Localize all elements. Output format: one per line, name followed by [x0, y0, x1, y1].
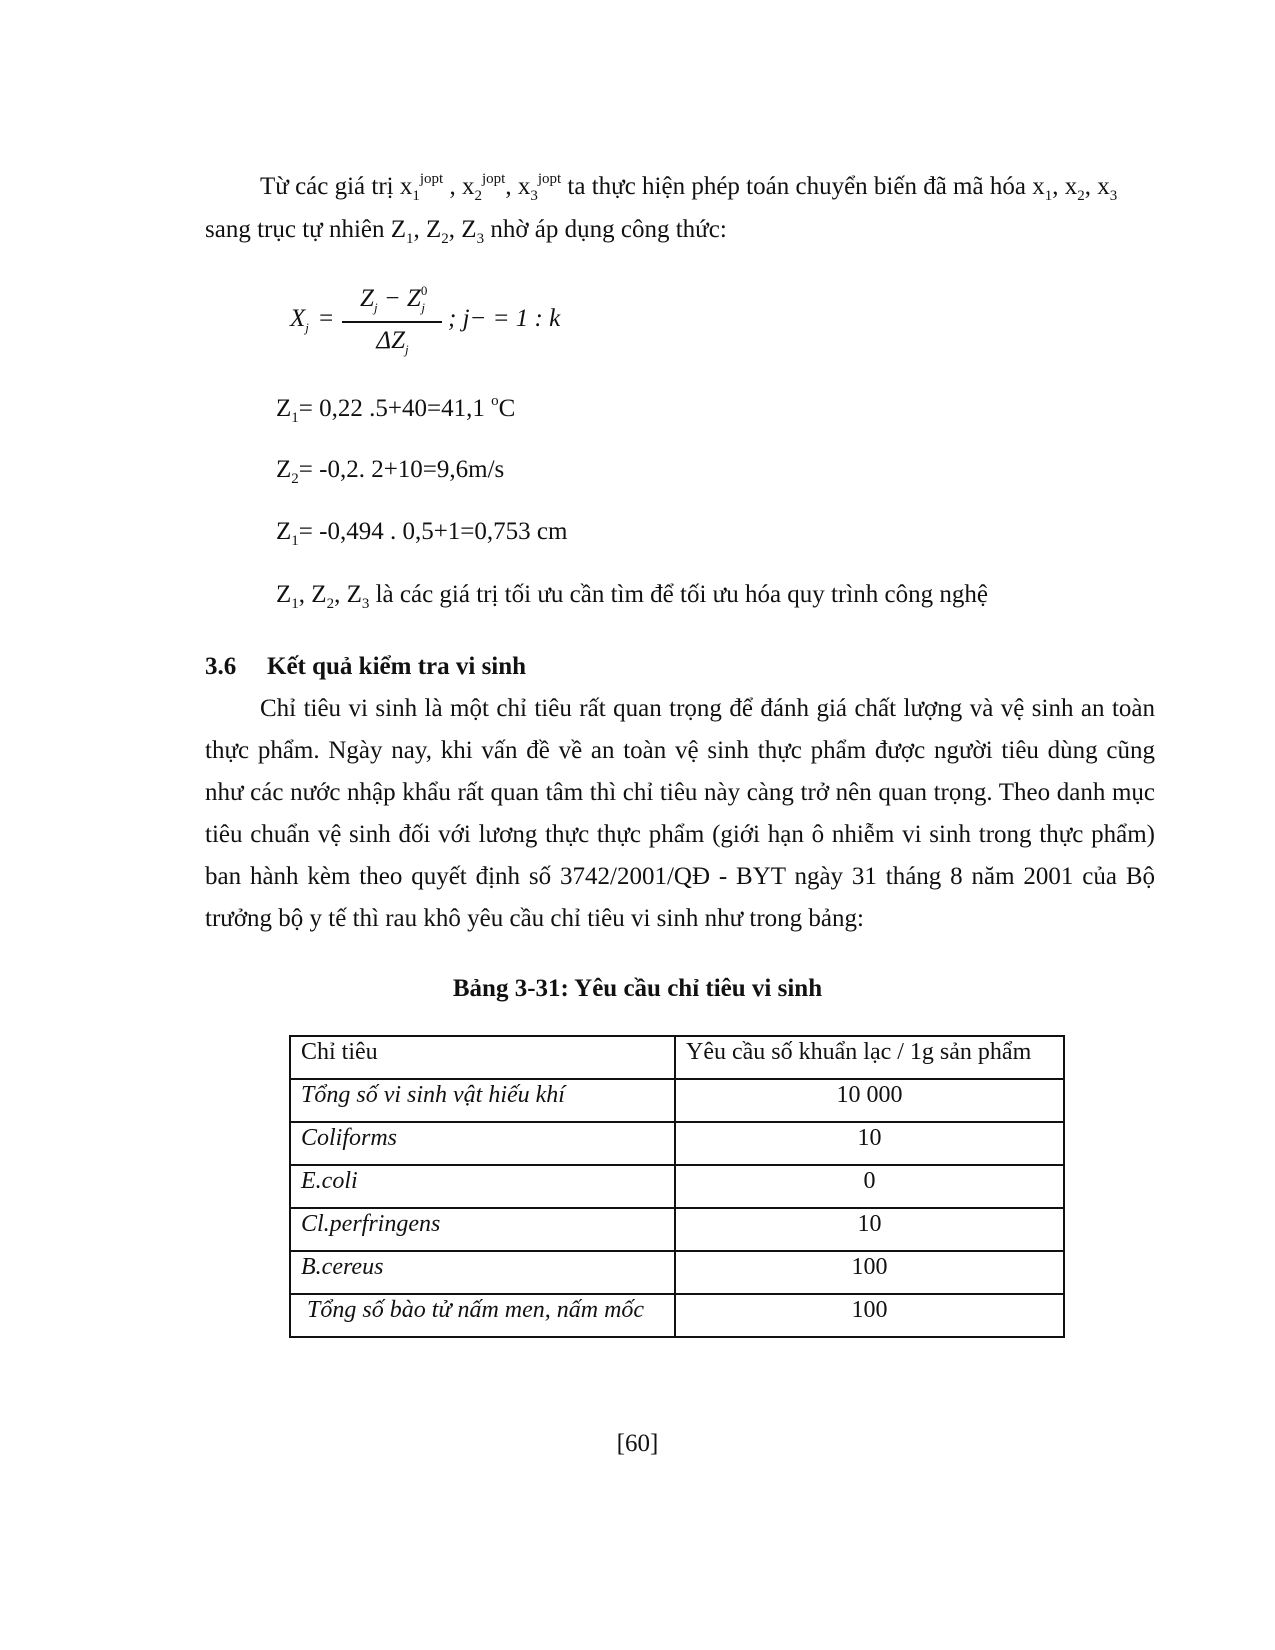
- table-cell-criterion: E.coli: [290, 1165, 675, 1208]
- table-header-cell: Chỉ tiêu: [290, 1036, 675, 1079]
- paragraph-line: Chỉ tiêu vi sinh là một chỉ tiêu rất quan trọng để đánh giá chất lượng và vệ sinh an toàn: [260, 695, 1155, 722]
- summary-text: , Z: [334, 581, 362, 608]
- intro-line-2: [205, 215, 727, 245]
- intro-text: Từ các giá trị x: [260, 173, 413, 200]
- result-z1: [276, 394, 515, 424]
- paragraph-line: như các nước nhập khẩu rất quan tâm thì chỉ tiêu này càng trở nên quan trọng. Theo danh mục: [205, 779, 1155, 806]
- result-z2: [276, 455, 504, 485]
- intro-text: ta thực hiện phép toán chuyển biến đã mã hóa x: [561, 173, 1045, 200]
- table-cell-criterion: Cl.perfringens: [290, 1208, 675, 1251]
- intro-text: , x: [1052, 173, 1078, 200]
- subscript: 1: [291, 410, 299, 426]
- table-row: [290, 1079, 1064, 1122]
- subscript: 2: [474, 188, 482, 204]
- table-cell-value: 10: [675, 1122, 1064, 1165]
- table-row: [290, 1165, 1064, 1208]
- table-cell-criterion: Tổng số vi sinh vật hiếu khí: [290, 1079, 675, 1122]
- section-number: 3.6: [205, 653, 237, 680]
- summary-text: Z: [276, 581, 292, 608]
- superscript: jopt: [481, 170, 506, 187]
- formula-denominator: [340, 327, 445, 355]
- subscript: 3: [361, 596, 370, 612]
- subscript: 2: [441, 231, 449, 247]
- subscript: j: [421, 300, 425, 315]
- paragraph-line: tiêu chuẩn vệ sinh đối với lương thực thực phẩm (giới hạn ô nhiễm vi sinh trong thực phẩm): [205, 821, 1155, 848]
- formula-text: ΔZ: [376, 327, 405, 354]
- subscript: 1: [1044, 188, 1053, 204]
- table-cell-value: 100: [675, 1294, 1064, 1337]
- subscript: 1: [412, 188, 420, 204]
- subscript: 3: [1109, 188, 1118, 204]
- intro-text: , Z: [448, 216, 477, 243]
- table-cell-criterion: Tổng số bào tử nấm men, nấm mốc: [290, 1294, 675, 1337]
- table-row: [290, 1122, 1064, 1165]
- fraction-bar: [342, 321, 442, 323]
- table-row: [290, 1294, 1064, 1337]
- intro-text: nhờ áp dụng công thức:: [484, 216, 727, 243]
- subscript: 2: [291, 471, 299, 487]
- superscript: jopt: [537, 170, 562, 187]
- intro-text: , x: [505, 173, 531, 200]
- subscript: 1: [291, 533, 299, 549]
- subscript: 1: [406, 231, 414, 247]
- paragraph-line: trưởng bộ y tế thì rau khô yêu cầu chỉ tiêu vi sinh như trong bảng:: [205, 905, 864, 932]
- result-z3: [276, 517, 567, 547]
- summary-text: , Z: [298, 581, 327, 608]
- formula-equals: =: [319, 305, 334, 332]
- superscript: o: [491, 392, 499, 409]
- superscript: jopt: [419, 170, 444, 187]
- table-caption: Bảng 3-31: Yêu cầu chỉ tiêu vi sinh: [452, 975, 823, 1002]
- subscript: 2: [1077, 188, 1085, 204]
- table-cell-criterion: B.cereus: [290, 1251, 675, 1294]
- result-prefix: Z: [276, 518, 292, 545]
- subscript: j: [305, 320, 309, 335]
- table-cell-criterion: Coliforms: [290, 1122, 675, 1165]
- table-cell-value: 10 000: [675, 1079, 1064, 1122]
- superscript: 0: [420, 282, 428, 298]
- formula-lhs: X: [290, 305, 306, 332]
- table-cell-value: 100: [675, 1251, 1064, 1294]
- table-header-row: [290, 1036, 1064, 1079]
- paragraph-line: thực phẩm. Ngày nay, khi vấn đề về an toàn vệ sinh thực phẩm được người tiêu dùng cũng: [205, 737, 1155, 764]
- subscript: j: [404, 342, 409, 357]
- summary-line: [276, 580, 988, 610]
- table-cell-value: 10: [675, 1208, 1064, 1251]
- section-heading: [205, 652, 526, 682]
- table-row: [290, 1208, 1064, 1251]
- formula-numerator: [340, 282, 445, 315]
- microbial-spec-table: [289, 1035, 1065, 1338]
- summary-text: là các giá trị tối ưu cần tìm để tối ưu hóa quy trình công nghệ: [369, 581, 988, 608]
- result-prefix: Z: [276, 395, 292, 422]
- intro-text: , x: [443, 173, 475, 200]
- table-row: [290, 1251, 1064, 1294]
- result-unit: C: [498, 395, 516, 422]
- table-cell-value: 0: [675, 1165, 1064, 1208]
- subscript: j: [373, 300, 378, 315]
- formula-tail: ; j− = 1 : k: [448, 305, 561, 332]
- subscript: 3: [530, 188, 538, 204]
- paragraph-line: ban hành kèm theo quyết định số 3742/2001/QĐ - BYT ngày 31 tháng 8 năm 2001 của Bộ: [205, 863, 1155, 890]
- intro-text: sang trục tự nhiên Z: [205, 216, 407, 243]
- table-header-cell: Yêu cầu số khuẩn lạc / 1g sản phẩm: [675, 1036, 1064, 1079]
- section-title: Kết quả kiểm tra vi sinh: [267, 653, 527, 680]
- result-text: = -0,494 . 0,5+1=0,753 cm: [298, 518, 568, 545]
- result-text: = -0,2. 2+10=9,6m/s: [298, 456, 505, 483]
- formula-text: − Z: [377, 285, 421, 312]
- formula-text: Z: [360, 285, 374, 312]
- result-text: = 0,22 .5+40=41,1: [298, 395, 492, 422]
- subscript: 1: [291, 596, 299, 612]
- subscript: 3: [476, 231, 485, 247]
- intro-text: , x: [1084, 173, 1110, 200]
- page-number: [60]: [616, 1430, 659, 1457]
- intro-text: , Z: [413, 216, 442, 243]
- subscript: 2: [326, 596, 335, 612]
- intro-line-1: [260, 172, 1117, 202]
- result-prefix: Z: [276, 456, 292, 483]
